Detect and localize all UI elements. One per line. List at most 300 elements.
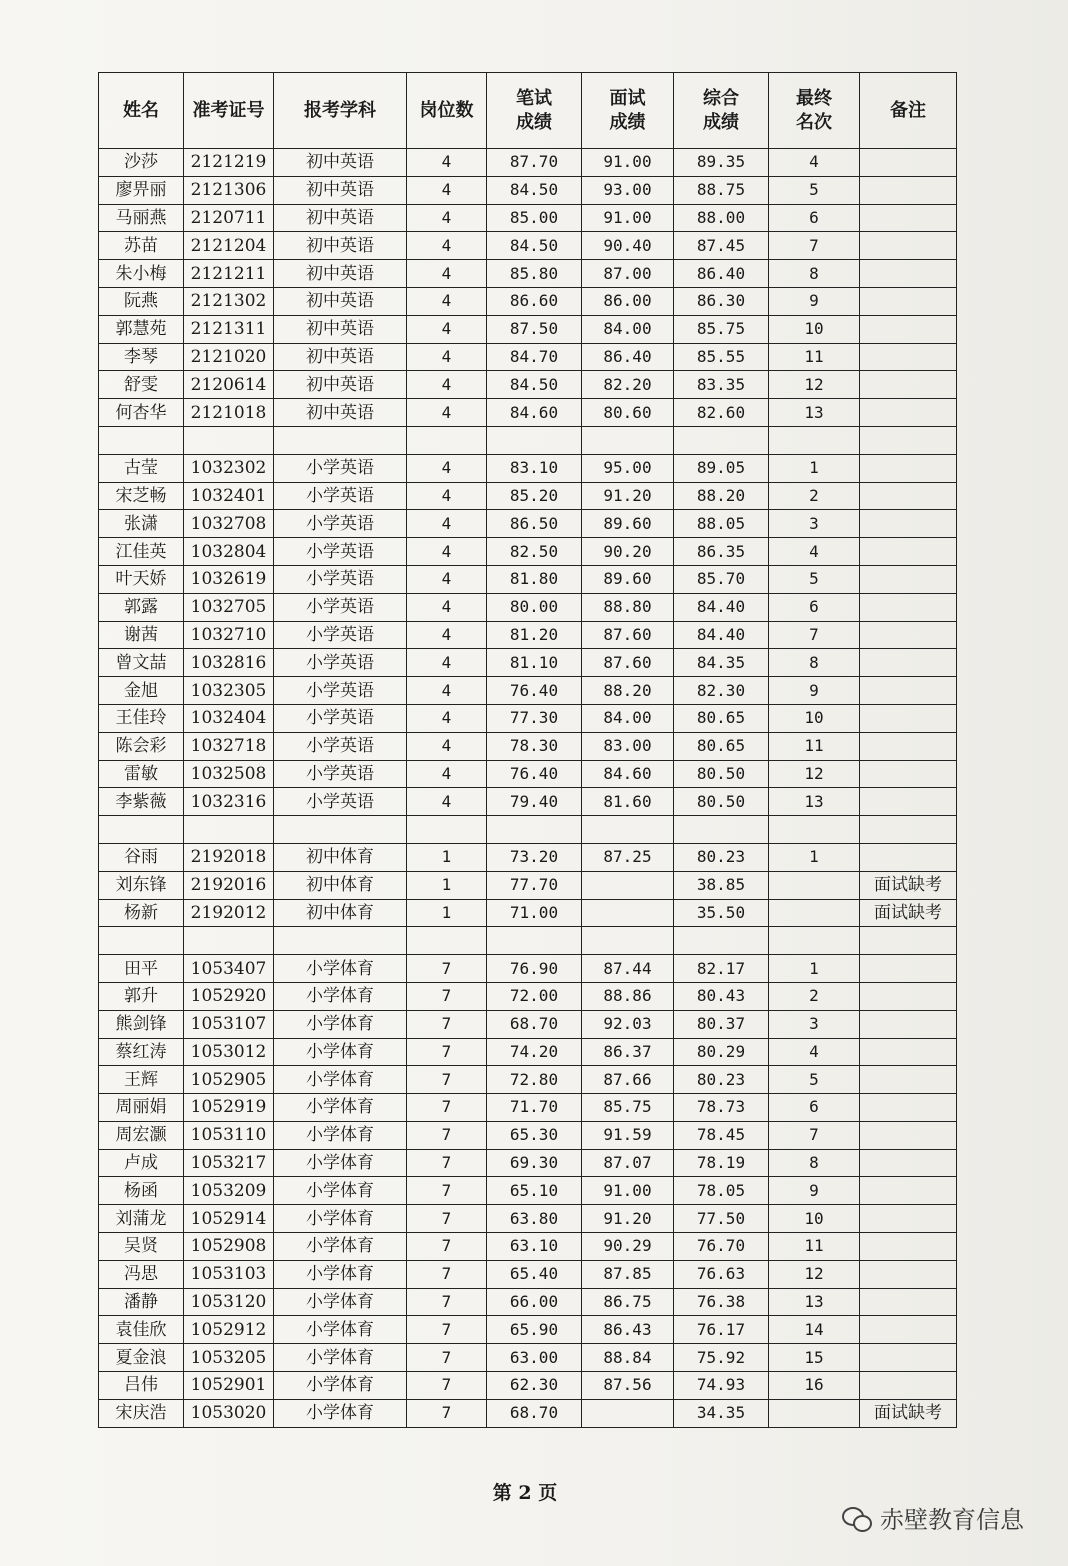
score-table	[98, 72, 957, 1428]
table-row	[99, 399, 957, 427]
note-cell	[860, 732, 957, 760]
interview-score-cell: 87.25	[582, 843, 674, 871]
subject-cell	[274, 927, 407, 955]
rank-cell: 12	[769, 371, 860, 399]
note-cell	[860, 649, 957, 677]
positions-cell: 4	[407, 593, 487, 621]
col-header-note: 备注	[860, 73, 957, 149]
table-row	[99, 287, 957, 315]
note-cell	[860, 482, 957, 510]
subject-cell: 小学体育	[274, 1121, 407, 1149]
total-score-cell	[674, 816, 769, 844]
positions-cell: 7	[407, 1233, 487, 1261]
total-score-cell: 74.93	[674, 1372, 769, 1400]
written-score-cell: 87.70	[487, 149, 582, 177]
subject-cell: 小学英语	[274, 565, 407, 593]
exam-id-cell: 1053103	[184, 1260, 274, 1288]
exam-id-cell: 1032705	[184, 593, 274, 621]
name-cell: 金旭	[99, 677, 184, 705]
rank-cell: 5	[769, 176, 860, 204]
exam-id-cell: 1053110	[184, 1121, 274, 1149]
positions-cell: 7	[407, 1399, 487, 1427]
name-cell: 潘静	[99, 1288, 184, 1316]
total-score-cell: 84.40	[674, 621, 769, 649]
total-score-cell: 84.35	[674, 649, 769, 677]
watermark-text: 赤壁教育信息	[880, 1506, 1024, 1534]
name-cell: 宋庆浩	[99, 1399, 184, 1427]
table-row	[99, 565, 957, 593]
name-cell: 吕伟	[99, 1372, 184, 1400]
positions-cell: 7	[407, 1260, 487, 1288]
rank-cell: 7	[769, 232, 860, 260]
col-header-total: 综合 成绩	[674, 73, 769, 149]
subject-cell: 初中英语	[274, 149, 407, 177]
name-cell: 苏苗	[99, 232, 184, 260]
positions-cell	[407, 927, 487, 955]
table-row	[99, 677, 957, 705]
total-score-cell: 78.45	[674, 1121, 769, 1149]
positions-cell: 7	[407, 1177, 487, 1205]
interview-score-cell: 84.60	[582, 760, 674, 788]
subject-cell: 初中英语	[274, 232, 407, 260]
positions-cell: 4	[407, 538, 487, 566]
written-score-cell: 66.00	[487, 1288, 582, 1316]
rank-cell	[769, 426, 860, 454]
exam-id-cell: 2192018	[184, 843, 274, 871]
written-score-cell	[487, 816, 582, 844]
written-score-cell: 65.90	[487, 1316, 582, 1344]
subject-cell: 小学体育	[274, 982, 407, 1010]
note-cell	[860, 704, 957, 732]
name-cell: 古莹	[99, 454, 184, 482]
interview-score-cell: 86.40	[582, 343, 674, 371]
rank-cell: 9	[769, 677, 860, 705]
exam-id-cell: 1032718	[184, 732, 274, 760]
note-cell	[860, 1177, 957, 1205]
rank-cell	[769, 899, 860, 927]
interview-score-cell: 91.00	[582, 204, 674, 232]
note-cell	[860, 1205, 957, 1233]
exam-id-cell: 1053012	[184, 1038, 274, 1066]
positions-cell: 4	[407, 565, 487, 593]
exam-id-cell: 1032710	[184, 621, 274, 649]
name-cell: 夏金浪	[99, 1344, 184, 1372]
name-cell: 杨函	[99, 1177, 184, 1205]
positions-cell: 4	[407, 315, 487, 343]
total-score-cell: 86.35	[674, 538, 769, 566]
table-row	[99, 1399, 957, 1427]
table-body	[99, 149, 957, 1428]
rank-cell: 11	[769, 343, 860, 371]
total-score-cell: 82.60	[674, 399, 769, 427]
name-cell: 吴贤	[99, 1233, 184, 1261]
interview-score-cell: 82.20	[582, 371, 674, 399]
exam-id-cell: 1032619	[184, 565, 274, 593]
note-cell	[860, 1121, 957, 1149]
note-cell	[860, 593, 957, 621]
note-cell: 面试缺考	[860, 899, 957, 927]
exam-id-cell: 1053205	[184, 1344, 274, 1372]
note-cell	[860, 371, 957, 399]
exam-id-cell: 1053120	[184, 1288, 274, 1316]
rank-cell: 6	[769, 1094, 860, 1122]
positions-cell: 4	[407, 204, 487, 232]
subject-cell: 初中英语	[274, 260, 407, 288]
positions-cell: 1	[407, 871, 487, 899]
name-cell: 朱小梅	[99, 260, 184, 288]
name-cell: 袁佳欣	[99, 1316, 184, 1344]
rank-cell: 13	[769, 1288, 860, 1316]
table-row	[99, 1066, 957, 1094]
positions-cell: 4	[407, 482, 487, 510]
written-score-cell: 84.50	[487, 371, 582, 399]
subject-cell: 小学英语	[274, 510, 407, 538]
exam-id-cell: 2121018	[184, 399, 274, 427]
name-cell: 郭慧苑	[99, 315, 184, 343]
interview-score-cell: 87.56	[582, 1372, 674, 1400]
interview-score-cell: 86.00	[582, 287, 674, 315]
total-score-cell: 35.50	[674, 899, 769, 927]
positions-cell: 4	[407, 649, 487, 677]
total-score-cell: 85.55	[674, 343, 769, 371]
subject-cell: 小学英语	[274, 593, 407, 621]
positions-cell: 4	[407, 176, 487, 204]
interview-score-cell: 86.43	[582, 1316, 674, 1344]
interview-score-cell: 90.29	[582, 1233, 674, 1261]
total-score-cell: 85.70	[674, 565, 769, 593]
header-row	[99, 73, 957, 149]
exam-id-cell: 1052908	[184, 1233, 274, 1261]
subject-cell: 小学体育	[274, 1399, 407, 1427]
note-cell	[860, 1233, 957, 1261]
note-cell	[860, 1344, 957, 1372]
written-score-cell: 76.90	[487, 955, 582, 983]
exam-id-cell: 2120711	[184, 204, 274, 232]
rank-cell: 15	[769, 1344, 860, 1372]
positions-cell: 7	[407, 1066, 487, 1094]
rank-cell: 8	[769, 1149, 860, 1177]
note-cell: 面试缺考	[860, 1399, 957, 1427]
written-score-cell: 79.40	[487, 788, 582, 816]
interview-score-cell: 88.80	[582, 593, 674, 621]
total-score-cell: 89.05	[674, 454, 769, 482]
written-score-cell: 78.30	[487, 732, 582, 760]
col-header-positions: 岗位数	[407, 73, 487, 149]
positions-cell: 4	[407, 760, 487, 788]
note-cell	[860, 176, 957, 204]
positions-cell: 4	[407, 232, 487, 260]
subject-cell: 小学体育	[274, 955, 407, 983]
subject-cell: 小学英语	[274, 677, 407, 705]
interview-score-cell: 87.07	[582, 1149, 674, 1177]
subject-cell: 小学体育	[274, 1010, 407, 1038]
positions-cell: 7	[407, 955, 487, 983]
rank-cell: 7	[769, 1121, 860, 1149]
note-cell	[860, 149, 957, 177]
table-row	[99, 149, 957, 177]
total-score-cell: 86.30	[674, 287, 769, 315]
note-cell	[860, 1094, 957, 1122]
table-row	[99, 704, 957, 732]
written-score-cell: 68.70	[487, 1010, 582, 1038]
rank-cell: 6	[769, 204, 860, 232]
exam-id-cell: 1032401	[184, 482, 274, 510]
exam-id-cell: 1032302	[184, 454, 274, 482]
total-score-cell: 88.05	[674, 510, 769, 538]
blank-row	[99, 426, 957, 454]
table-row	[99, 204, 957, 232]
interview-score-cell	[582, 899, 674, 927]
table-row	[99, 955, 957, 983]
table-row	[99, 371, 957, 399]
name-cell: 李紫薇	[99, 788, 184, 816]
note-cell	[860, 260, 957, 288]
note-cell	[860, 538, 957, 566]
total-score-cell: 34.35	[674, 1399, 769, 1427]
subject-cell	[274, 426, 407, 454]
exam-id-cell: 1032305	[184, 677, 274, 705]
positions-cell: 4	[407, 788, 487, 816]
total-score-cell: 80.29	[674, 1038, 769, 1066]
subject-cell: 小学英语	[274, 704, 407, 732]
table-row	[99, 1205, 957, 1233]
subject-cell: 小学体育	[274, 1344, 407, 1372]
subject-cell: 小学英语	[274, 760, 407, 788]
subject-cell: 初中英语	[274, 176, 407, 204]
blank-row	[99, 927, 957, 955]
rank-cell: 7	[769, 621, 860, 649]
rank-cell: 3	[769, 1010, 860, 1038]
table-row	[99, 510, 957, 538]
positions-cell: 4	[407, 260, 487, 288]
note-cell	[860, 955, 957, 983]
subject-cell	[274, 816, 407, 844]
positions-cell: 7	[407, 1038, 487, 1066]
name-cell: 王佳玲	[99, 704, 184, 732]
rank-cell: 5	[769, 565, 860, 593]
table-row	[99, 621, 957, 649]
positions-cell: 4	[407, 399, 487, 427]
written-score-cell: 85.20	[487, 482, 582, 510]
subject-cell: 小学体育	[274, 1233, 407, 1261]
written-score-cell: 84.70	[487, 343, 582, 371]
table-row	[99, 1177, 957, 1205]
subject-cell: 小学体育	[274, 1149, 407, 1177]
written-score-cell: 73.20	[487, 843, 582, 871]
col-header-written: 笔试 成绩	[487, 73, 582, 149]
exam-id-cell: 1053209	[184, 1177, 274, 1205]
total-score-cell: 83.35	[674, 371, 769, 399]
interview-score-cell: 87.66	[582, 1066, 674, 1094]
col-header-name: 姓名	[99, 73, 184, 149]
written-score-cell: 68.70	[487, 1399, 582, 1427]
positions-cell: 7	[407, 1094, 487, 1122]
subject-cell: 小学体育	[274, 1288, 407, 1316]
written-score-cell: 71.00	[487, 899, 582, 927]
name-cell	[99, 426, 184, 454]
table-row	[99, 343, 957, 371]
name-cell: 冯思	[99, 1260, 184, 1288]
table-row	[99, 732, 957, 760]
page-number: 第 2 页	[492, 1482, 558, 1504]
table-row	[99, 788, 957, 816]
total-score-cell: 76.17	[674, 1316, 769, 1344]
subject-cell: 小学体育	[274, 1038, 407, 1066]
col-header-exam-id: 准考证号	[184, 73, 274, 149]
interview-score-cell: 91.59	[582, 1121, 674, 1149]
col-header-rank: 最终 名次	[769, 73, 860, 149]
note-cell	[860, 454, 957, 482]
col-header-subject: 报考学科	[274, 73, 407, 149]
note-cell	[860, 343, 957, 371]
positions-cell: 4	[407, 677, 487, 705]
exam-id-cell	[184, 927, 274, 955]
interview-score-cell: 90.40	[582, 232, 674, 260]
name-cell: 叶天娇	[99, 565, 184, 593]
total-score-cell: 76.63	[674, 1260, 769, 1288]
table-row	[99, 232, 957, 260]
subject-cell: 小学英语	[274, 649, 407, 677]
total-score-cell	[674, 426, 769, 454]
note-cell	[860, 1066, 957, 1094]
rank-cell: 3	[769, 510, 860, 538]
rank-cell: 1	[769, 955, 860, 983]
rank-cell: 4	[769, 538, 860, 566]
rank-cell: 2	[769, 982, 860, 1010]
note-cell	[860, 204, 957, 232]
total-score-cell: 80.50	[674, 760, 769, 788]
positions-cell: 4	[407, 287, 487, 315]
name-cell: 李琴	[99, 343, 184, 371]
exam-id-cell: 1052905	[184, 1066, 274, 1094]
subject-cell: 初中英语	[274, 399, 407, 427]
written-score-cell: 86.50	[487, 510, 582, 538]
note-cell	[860, 1372, 957, 1400]
total-score-cell: 76.38	[674, 1288, 769, 1316]
subject-cell: 初中英语	[274, 371, 407, 399]
name-cell: 曾文喆	[99, 649, 184, 677]
note-cell	[860, 788, 957, 816]
total-score-cell: 80.23	[674, 843, 769, 871]
note-cell	[860, 816, 957, 844]
rank-cell	[769, 1399, 860, 1427]
table-row	[99, 1010, 957, 1038]
total-score-cell: 87.45	[674, 232, 769, 260]
table-row	[99, 1344, 957, 1372]
note-cell	[860, 1316, 957, 1344]
subject-cell: 小学英语	[274, 621, 407, 649]
total-score-cell: 77.50	[674, 1205, 769, 1233]
rank-cell: 13	[769, 399, 860, 427]
name-cell: 舒雯	[99, 371, 184, 399]
name-cell: 阮燕	[99, 287, 184, 315]
written-score-cell: 84.50	[487, 176, 582, 204]
name-cell: 郭露	[99, 593, 184, 621]
positions-cell: 7	[407, 1288, 487, 1316]
table-row	[99, 482, 957, 510]
subject-cell: 小学英语	[274, 788, 407, 816]
total-score-cell: 80.37	[674, 1010, 769, 1038]
rank-cell: 16	[769, 1372, 860, 1400]
subject-cell: 小学体育	[274, 1316, 407, 1344]
exam-id-cell: 2121306	[184, 176, 274, 204]
rank-cell	[769, 871, 860, 899]
exam-id-cell: 2121219	[184, 149, 274, 177]
written-score-cell: 65.10	[487, 1177, 582, 1205]
interview-score-cell: 91.20	[582, 482, 674, 510]
written-score-cell: 77.30	[487, 704, 582, 732]
wechat-icon	[842, 1505, 872, 1531]
rank-cell: 2	[769, 482, 860, 510]
interview-score-cell: 88.86	[582, 982, 674, 1010]
positions-cell	[407, 816, 487, 844]
written-score-cell: 77.70	[487, 871, 582, 899]
subject-cell: 小学英语	[274, 732, 407, 760]
rank-cell: 14	[769, 1316, 860, 1344]
exam-id-cell: 2121204	[184, 232, 274, 260]
positions-cell: 7	[407, 1205, 487, 1233]
positions-cell: 1	[407, 899, 487, 927]
interview-score-cell: 83.00	[582, 732, 674, 760]
interview-score-cell	[582, 927, 674, 955]
exam-id-cell: 1052920	[184, 982, 274, 1010]
interview-score-cell: 88.20	[582, 677, 674, 705]
table-row	[99, 260, 957, 288]
written-score-cell: 76.40	[487, 760, 582, 788]
rank-cell: 5	[769, 1066, 860, 1094]
name-cell: 周宏灏	[99, 1121, 184, 1149]
name-cell: 陈会彩	[99, 732, 184, 760]
positions-cell: 7	[407, 1372, 487, 1400]
interview-score-cell: 88.84	[582, 1344, 674, 1372]
exam-id-cell	[184, 816, 274, 844]
subject-cell: 初中体育	[274, 899, 407, 927]
note-cell	[860, 1260, 957, 1288]
written-score-cell: 62.30	[487, 1372, 582, 1400]
rank-cell: 13	[769, 788, 860, 816]
subject-cell: 小学英语	[274, 482, 407, 510]
note-cell	[860, 927, 957, 955]
interview-score-cell: 87.60	[582, 621, 674, 649]
written-score-cell: 65.40	[487, 1260, 582, 1288]
note-cell	[860, 232, 957, 260]
positions-cell: 4	[407, 510, 487, 538]
written-score-cell: 82.50	[487, 538, 582, 566]
table-row	[99, 1316, 957, 1344]
rank-cell: 10	[769, 315, 860, 343]
name-cell	[99, 927, 184, 955]
subject-cell: 初中体育	[274, 843, 407, 871]
written-score-cell: 74.20	[487, 1038, 582, 1066]
rank-cell: 9	[769, 287, 860, 315]
subject-cell: 小学英语	[274, 454, 407, 482]
subject-cell: 初中英语	[274, 204, 407, 232]
interview-score-cell: 91.20	[582, 1205, 674, 1233]
interview-score-cell	[582, 426, 674, 454]
exam-id-cell: 1032804	[184, 538, 274, 566]
written-score-cell: 84.60	[487, 399, 582, 427]
name-cell: 熊剑锋	[99, 1010, 184, 1038]
subject-cell: 小学体育	[274, 1205, 407, 1233]
interview-score-cell: 90.20	[582, 538, 674, 566]
exam-id-cell: 2121211	[184, 260, 274, 288]
name-cell: 刘东锋	[99, 871, 184, 899]
positions-cell: 7	[407, 1121, 487, 1149]
subject-cell: 小学体育	[274, 1066, 407, 1094]
table-row	[99, 871, 957, 899]
exam-id-cell: 1032404	[184, 704, 274, 732]
note-cell	[860, 510, 957, 538]
